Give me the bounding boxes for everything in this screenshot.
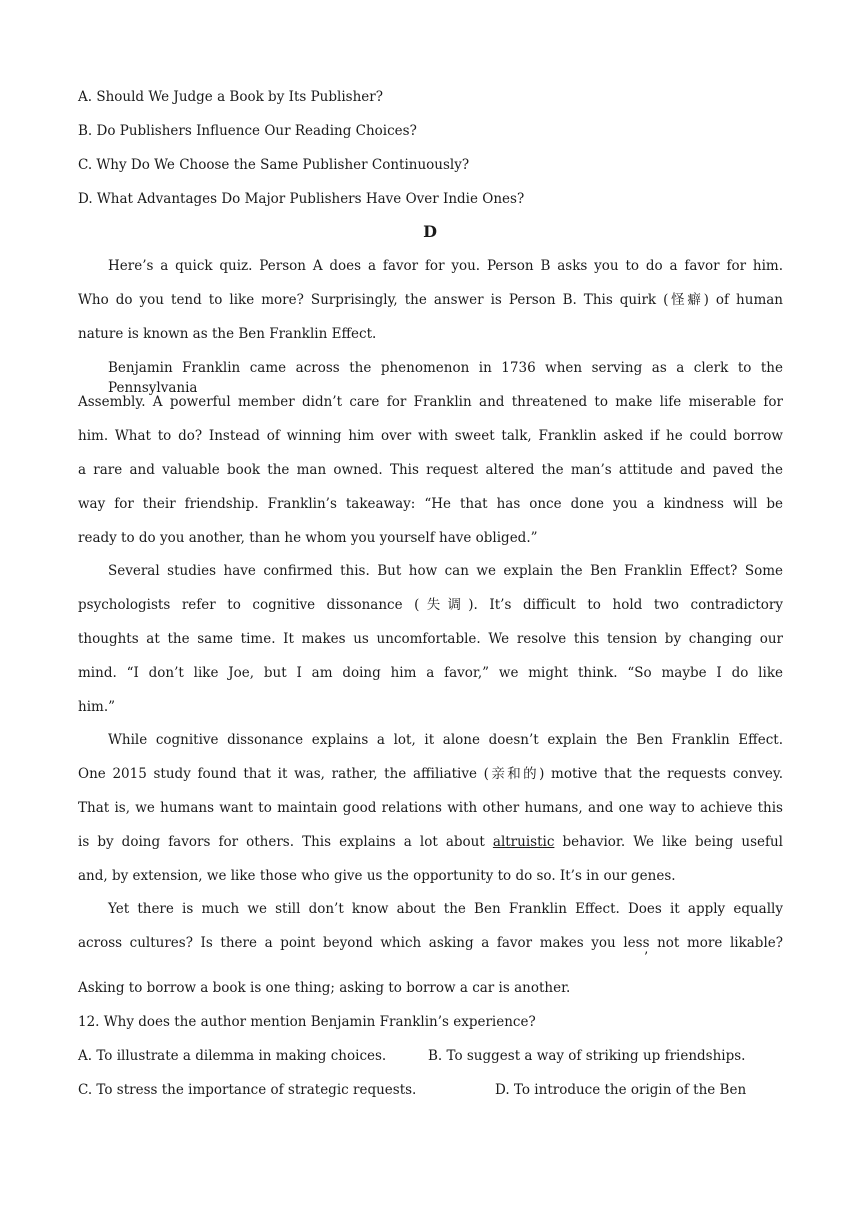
option-d-previous: D. What Advantages Do Major Publishers Have Over Indie Ones? (78, 191, 525, 207)
paragraph-2-line: ready to do you another, than he whom you yourself have obliged.” (78, 530, 538, 546)
paragraph-2-line: him. What to do? Instead of winning him over with sweet talk, Franklin asked if he could borrow (78, 428, 783, 444)
paragraph-2-line: Assembly. A powerful member didn’t care for Franklin and threatened to make life miserable for (78, 394, 783, 410)
paragraph-5-line-with-gap (78, 933, 783, 953)
paragraph-1-line: nature is known as the Ben Franklin Effect. (78, 326, 377, 342)
paragraph-3-line: Several studies have confirmed this. But how can we explain the Ben Franklin Effect? Some (108, 563, 783, 579)
text-segment: not more likable? (657, 935, 783, 951)
paragraph-3-line: him.” (78, 699, 116, 715)
paragraph-4-line: While cognitive dissonance explains a lot, it alone doesn’t explain the Ben Franklin Effect. (108, 732, 783, 748)
paragraph-3-line: mind. “I don’t like Joe, but I am doing him a favor,” we might think. “So maybe I do like (78, 665, 783, 681)
text-segment: is by doing favors for others. This explains a lot about (78, 834, 485, 850)
option-b: B. To suggest a way of striking up friendships. (428, 1048, 746, 1064)
stray-apostrophe: ’ (644, 950, 649, 965)
paragraph-4-line-with-underline (78, 832, 783, 852)
question-options-row-1 (78, 1046, 783, 1066)
text-segment: across cultures? Is there a point beyond which asking a favor makes you less (78, 935, 650, 951)
option-c-previous: C. Why Do We Choose the Same Publisher Continuously? (78, 157, 470, 173)
underlined-word: altruistic (492, 834, 555, 850)
paragraph-4-line: One 2015 study found that it was, rather, the affiliative (亲和的) motive that the requests convey. (78, 766, 783, 782)
paragraph-1-line: Who do you tend to like more? Surprisingly, the answer is Person B. This quirk (怪癖) of human (78, 292, 783, 308)
paragraph-2-line: way for their friendship. Franklin’s takeaway: “He that has once done you a kindness will be (78, 496, 783, 512)
paragraph-2-line: Benjamin Franklin came across the phenomenon in 1736 when serving as a clerk to the Pennsylvania (108, 360, 783, 396)
paragraph-5-line: Yet there is much we still don’t know about the Ben Franklin Effect. Does it apply equally (108, 901, 783, 917)
paragraph-3-line: thoughts at the same time. It makes us uncomfortable. We resolve this tension by changing our (78, 631, 783, 647)
paragraph-5-line: Asking to borrow a book is one thing; asking to borrow a car is another. (78, 980, 571, 996)
section-title: D (423, 222, 437, 241)
paragraph-3-line: psychologists refer to cognitive dissonance (失调). It’s difficult to hold two contradictory (78, 597, 783, 613)
option-a-previous: A. Should We Judge a Book by Its Publisher? (78, 89, 383, 105)
option-b-previous: B. Do Publishers Influence Our Reading Choices? (78, 123, 417, 139)
option-d: D. To introduce the origin of the Ben (495, 1082, 747, 1098)
text-segment: behavior. We like being useful (562, 834, 783, 850)
paragraph-1-line: Here’s a quick quiz. Person A does a favor for you. Person B asks you to do a favor for him. (108, 258, 783, 274)
paragraph-2-line: a rare and valuable book the man owned. This request altered the man’s attitude and paved the (78, 462, 783, 478)
paragraph-4-line: and, by extension, we like those who give us the opportunity to do so. It’s in our genes. (78, 868, 676, 884)
paragraph-4-line: That is, we humans want to maintain good relations with other humans, and one way to achieve this (78, 800, 783, 816)
question-stem: 12. Why does the author mention Benjamin Franklin’s experience? (78, 1014, 536, 1030)
question-options-row-2 (78, 1080, 783, 1100)
option-a: A. To illustrate a dilemma in making choices. (78, 1048, 387, 1064)
option-c: C. To stress the importance of strategic requests. (78, 1082, 417, 1098)
